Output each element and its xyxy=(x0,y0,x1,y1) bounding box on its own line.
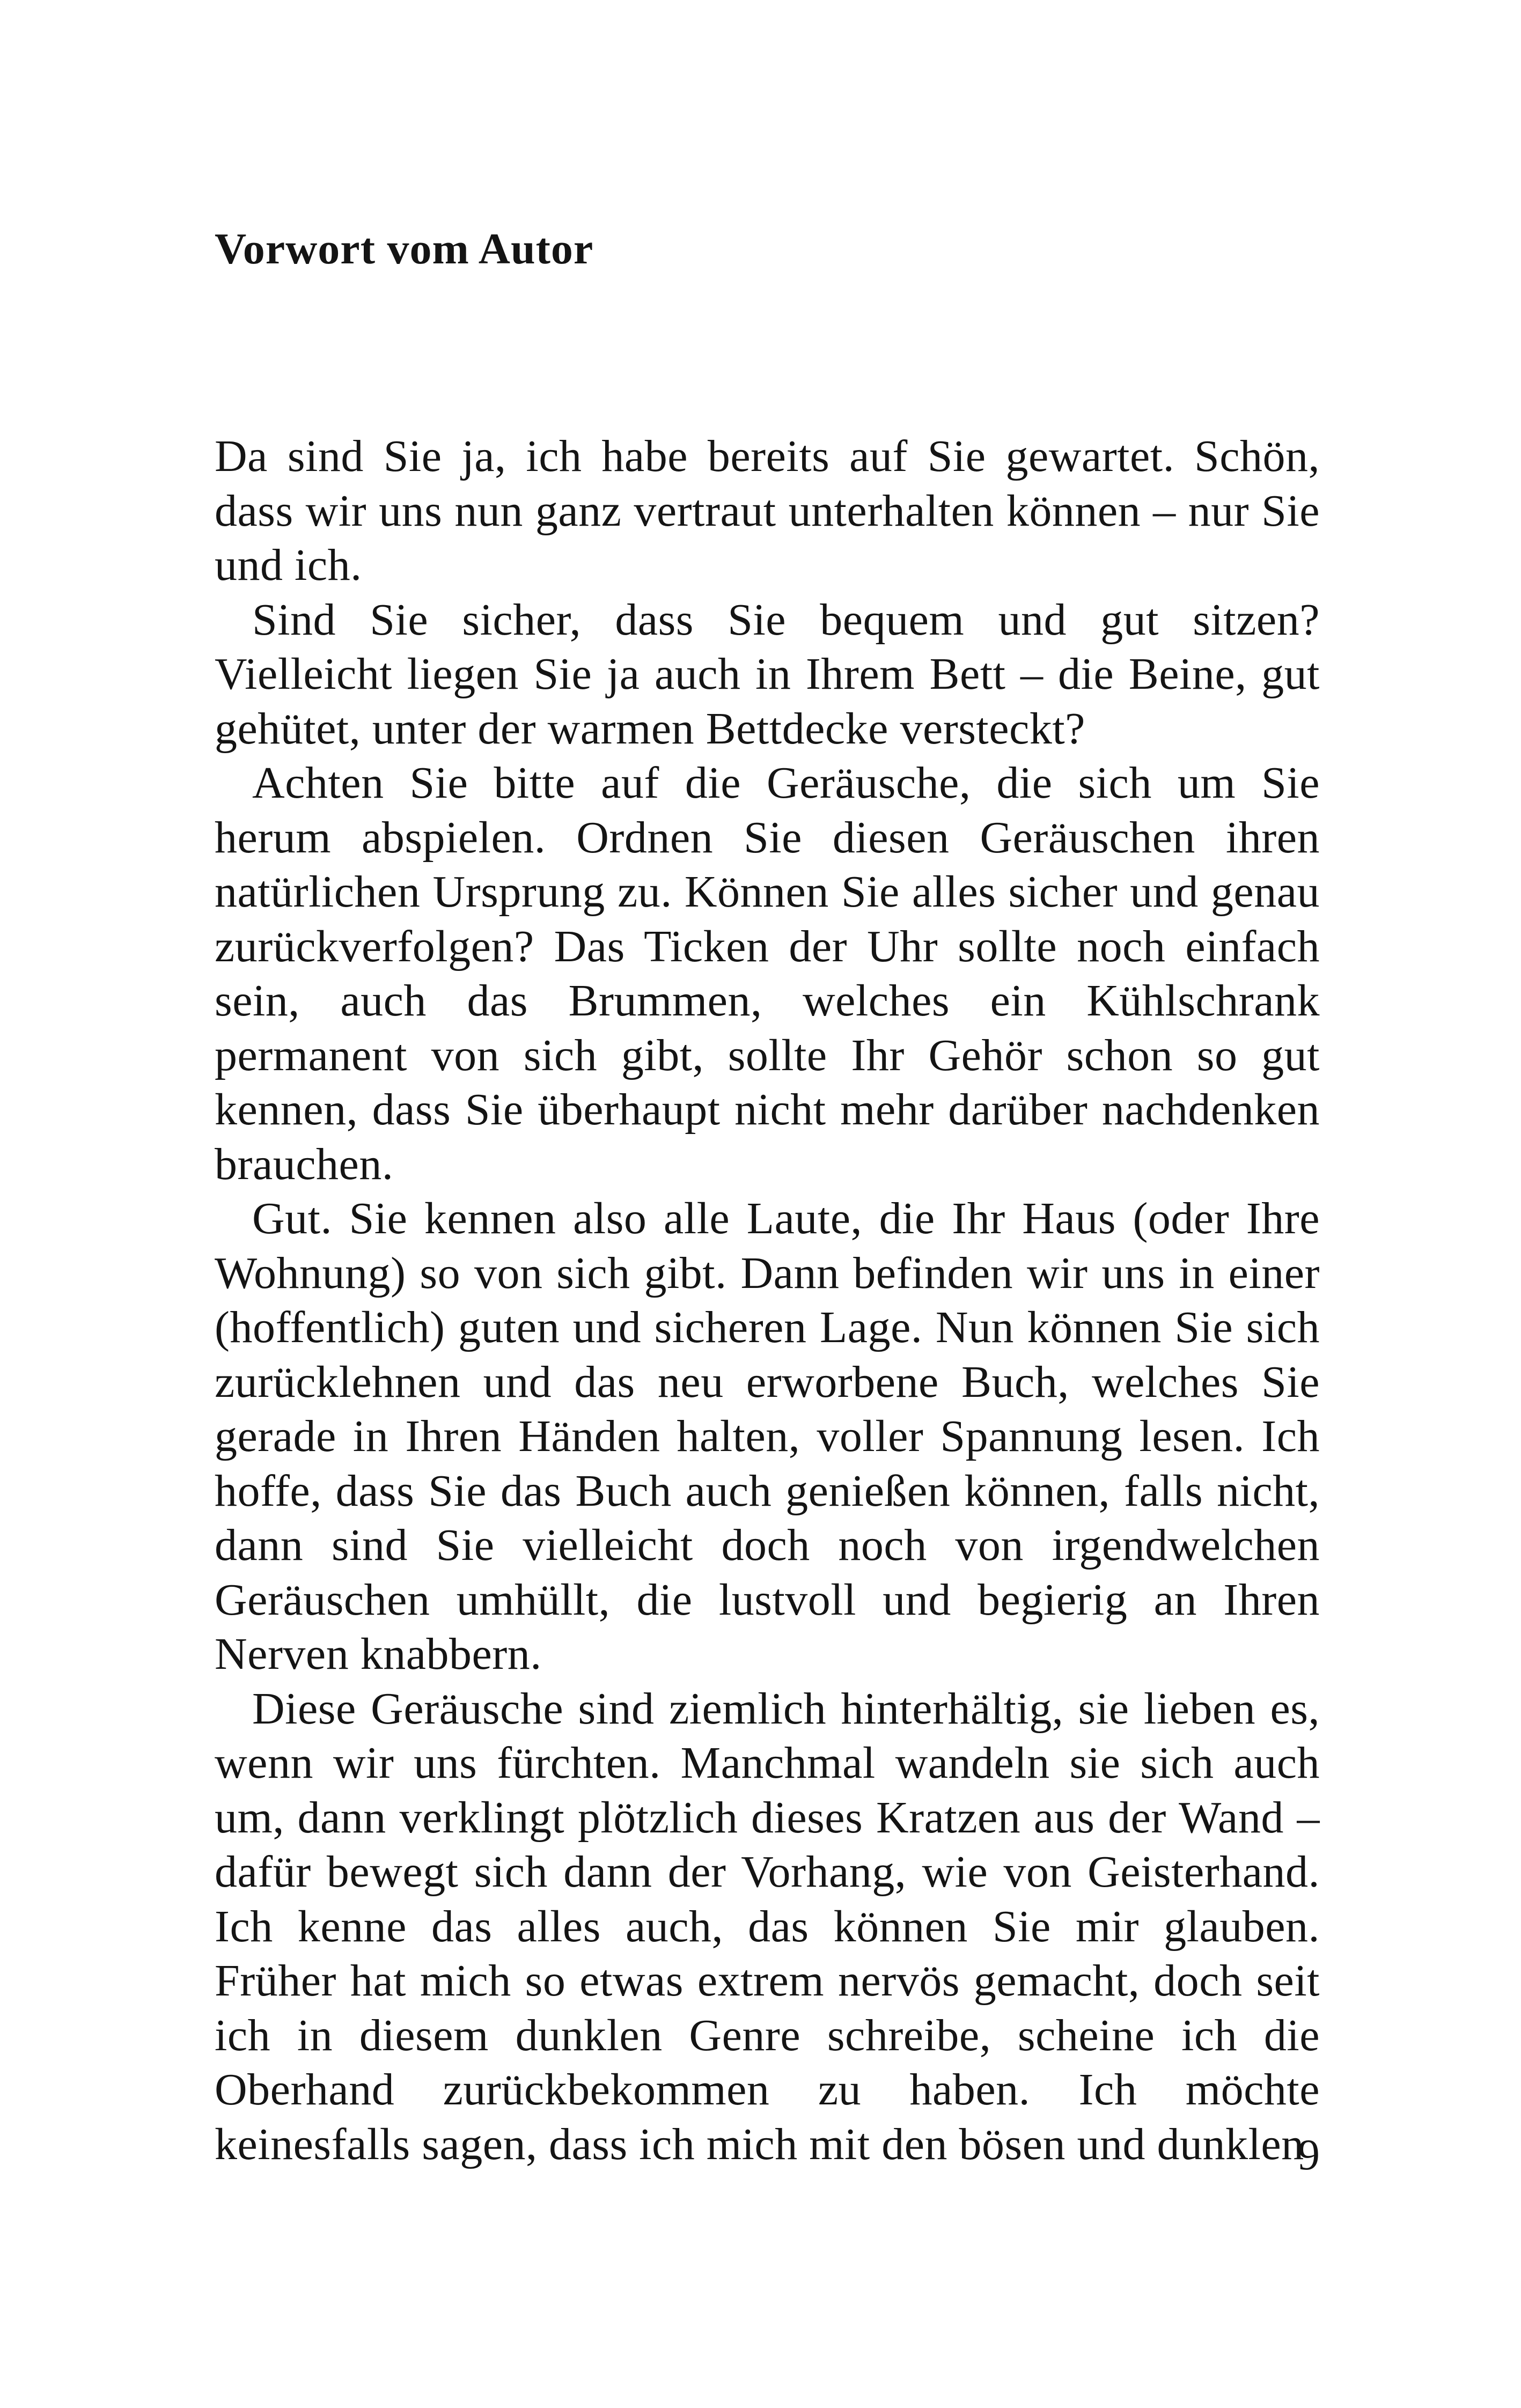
paragraph: Diese Geräusche sind ziemlich hinterhältig, sie lieben es, wenn wir uns fürchten. Manchmal wandeln sie sich auch um, dann verklingt plötzlich dieses Kratzen aus der Wand – dafür bewegt sich dann der Vorhang, wie von Geisterhand. Ich kenne das alles auch, das können Sie mir glauben. Früher hat mich so etwas extrem nervös gemacht, doch seit ich in diesem dunklen Genre schreibe, scheine ich die Oberhand zurückbekommen zu haben. Ich möchte keinesfalls sagen, dass ich mich mit den bösen und dunklen xyxy=(215,1683,1320,2169)
page-number: 9 xyxy=(1298,2130,1320,2179)
body-text xyxy=(215,429,1320,2171)
paragraph: Sind Sie sicher, dass Sie bequem und gut sitzen? Vielleicht liegen Sie ja auch in Ihrem Bett – die Beine, gut gehütet, unter der warmen Bettdecke versteckt? xyxy=(215,594,1320,754)
chapter-heading: Vorwort vom Autor xyxy=(215,224,594,273)
paragraph: Gut. Sie kennen also alle Laute, die Ihr Haus (oder Ihre Wohnung) so von sich gibt. Dann befinden wir uns in einer (hoffentlich) guten und sicheren Lage. Nun können Sie sich zurücklehnen und das neu erworbene Buch, welches Sie gerade in Ihren Händen halten, voller Spannung lesen. Ich hoffe, dass Sie das Buch auch genießen können, falls nicht, dann sind Sie vielleicht doch noch von irgendwelchen Geräuschen umhüllt, die lustvoll und begierig an Ihren Nerven knabbern. xyxy=(215,1194,1320,1679)
paragraph: Achten Sie bitte auf die Geräusche, die sich um Sie herum abspielen. Ordnen Sie diesen Geräuschen ihren natürlichen Ursprung zu. Können Sie alles sicher und genau zurückverfolgen? Das Ticken der Uhr sollte noch einfach sein, auch das Brummen, welches ein Kühlschrank permanent von sich gibt, sollte Ihr Gehör schon so gut kennen, dass Sie überhaupt nicht mehr darüber nachdenken brauchen. xyxy=(215,758,1320,1189)
paragraph: Da sind Sie ja, ich habe bereits auf Sie gewartet. Schön, dass wir uns nun ganz vertraut unterhalten können – nur Sie und ich. xyxy=(215,431,1320,590)
